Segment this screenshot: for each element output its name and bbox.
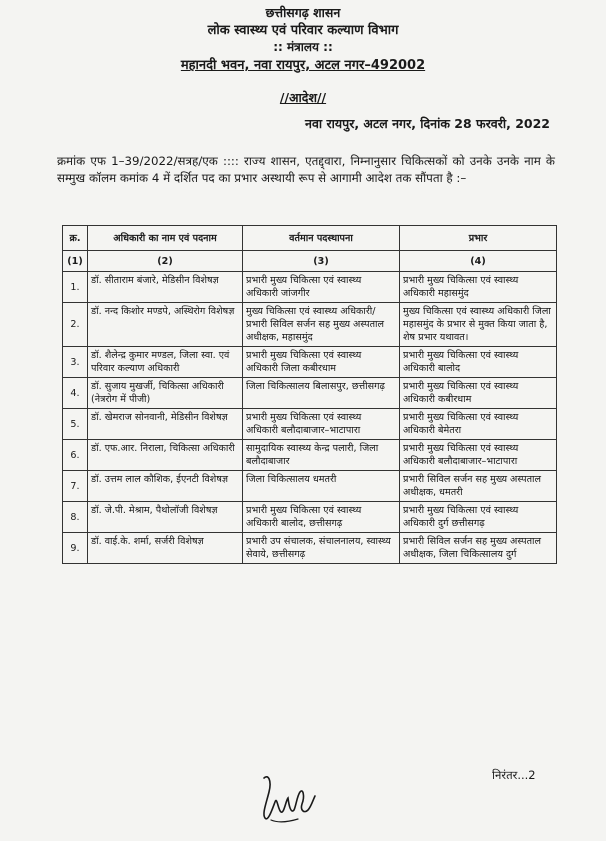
row-officer-name: डॉ. एफ.आर. निराला, चिकित्सा अधिकारी xyxy=(88,440,243,471)
row-officer-name: डॉ. खेमराज सोनवानी, मेडिसीन विशेषज्ञ xyxy=(88,409,243,440)
govt-title: छत्तीसगढ़ शासन xyxy=(265,5,341,20)
row-current-posting: सामुदायिक स्वास्थ्य केन्द्र पलारी, जिला बलौदाबाजार xyxy=(243,440,400,471)
row-officer-name: डॉ. सुजाय मुखर्जी, चिकित्सा अधिकारी (नेत्ररोग में पीजी) xyxy=(88,378,243,409)
col-number-1: (1) xyxy=(63,251,88,272)
row-current-posting: जिला चिकित्सालय बिलासपुर, छत्तीसगढ़ xyxy=(243,378,400,409)
col-number-2: (2) xyxy=(88,251,243,272)
row-sno: 6. xyxy=(63,440,88,471)
header-posting: वर्तमान पदस्थापना xyxy=(243,226,400,251)
row-charge: प्रभारी मुख्य चिकित्सा एवं स्वास्थ्य अधिकारी बेमेतरा xyxy=(400,409,557,440)
row-sno: 8. xyxy=(63,502,88,533)
row-sno: 1. xyxy=(63,272,88,303)
row-charge: प्रभारी मुख्य चिकित्सा एवं स्वास्थ्य अधिकारी दुर्ग छत्तीसगढ़ xyxy=(400,502,557,533)
col-number-4: (4) xyxy=(400,251,557,272)
table-header-row xyxy=(63,226,557,251)
column-number-row xyxy=(63,251,557,272)
office-address xyxy=(0,55,606,73)
table-row xyxy=(63,440,557,471)
row-officer-name: डॉ. नन्द किशोर मण्डपे, अस्थिरोग विशेषज्ञ xyxy=(88,303,243,347)
department-title: लोक स्वास्थ्य एवं परिवार कल्याण विभाग xyxy=(207,23,399,38)
row-officer-name: डॉ. जे.पी. मेश्राम, पैथोलॉजी विशेषज्ञ xyxy=(88,502,243,533)
intro-paragraph: क्रमांक एफ 1–39/2022/सत्रह/एक :::: राज्य शासन, एतद्द्वारा, निम्नानुसार चिकित्सकों को उनके उनके नाम के सम्मुख कॉलम कमांक 4 में दर्शित पद का प्रभार अस्थायी रूप से आगामी आदेश तक सौंपता है :– xyxy=(57,154,555,185)
row-officer-name: डॉ. सीताराम बंजारे, मेडिसीन विशेषज्ञ xyxy=(88,272,243,303)
dateline: नवा रायपुर, अटल नगर, दिनांक 28 फरवरी, 2022 xyxy=(305,116,550,131)
row-sno: 4. xyxy=(63,378,88,409)
office-address-text: महानदी भवन, नवा रायपुर, अटल नगर–492002 xyxy=(180,58,426,73)
row-charge: मुख्य चिकित्सा एवं स्वास्थ्य अधिकारी जिला महासमुंद के प्रभार से मुक्त किया जाता है, शेष प्रभार यथावत। xyxy=(400,303,557,347)
row-current-posting: जिला चिकित्सालय धमतरी xyxy=(243,471,400,502)
row-charge: प्रभारी मुख्य चिकित्सा एवं स्वास्थ्य अधिकारी महासमुंद xyxy=(400,272,557,303)
table-row xyxy=(63,347,557,378)
row-sno: 5. xyxy=(63,409,88,440)
header-sno: क्र. xyxy=(63,226,88,251)
order-heading xyxy=(0,89,606,106)
row-charge: प्रभारी सिविल सर्जन सह मुख्य अस्पताल अधीक्षक, धमतरी xyxy=(400,471,557,502)
header-charge: प्रभार xyxy=(400,226,557,251)
table-row xyxy=(63,471,557,502)
row-officer-name: डॉ. वाई.के. शर्मा, सर्जरी विशेषज्ञ xyxy=(88,533,243,564)
row-officer-name: डॉ. उत्तम लाल कौशिक, ईएनटी विशेषज्ञ xyxy=(88,471,243,502)
ministry-title: :: मंत्रालय :: xyxy=(273,40,333,54)
row-current-posting: प्रभारी उप संचालक, संचालनालय, स्वास्थ्य सेवाये, छत्तीसगढ़ xyxy=(243,533,400,564)
table-row xyxy=(63,502,557,533)
col-number-3: (3) xyxy=(243,251,400,272)
row-sno: 9. xyxy=(63,533,88,564)
row-current-posting: प्रभारी मुख्य चिकित्सा एवं स्वास्थ्य अधिकारी बालोद, छत्तीसगढ़ xyxy=(243,502,400,533)
header-name: अधिकारी का नाम एवं पदनाम xyxy=(88,226,243,251)
row-sno: 2. xyxy=(63,303,88,347)
signature-icon xyxy=(258,770,320,825)
row-officer-name: डॉ. शैलेन्द्र कुमार मण्डल, जिला स्वा. एवं परिवार कल्याण अधिकारी xyxy=(88,347,243,378)
posting-table xyxy=(62,225,557,564)
row-current-posting: प्रभारी मुख्य चिकित्सा एवं स्वास्थ्य अधिकारी जांजगीर xyxy=(243,272,400,303)
row-current-posting: मुख्य चिकित्सा एवं स्वास्थ्य अधिकारी/प्रभारी सिविल सर्जन सह मुख्य अस्पताल अधीक्षक, महासमुंद xyxy=(243,303,400,347)
row-charge: प्रभारी सिविल सर्जन सह मुख्य अस्पताल अधीक्षक, जिला चिकित्सालय दुर्ग xyxy=(400,533,557,564)
row-sno: 3. xyxy=(63,347,88,378)
row-charge: प्रभारी मुख्य चिकित्सा एवं स्वास्थ्य अधिकारी बलौदाबाजार–भाटापारा xyxy=(400,440,557,471)
row-current-posting: प्रभारी मुख्य चिकित्सा एवं स्वास्थ्य अधिकारी बलौदाबाजार–भाटापारा xyxy=(243,409,400,440)
row-current-posting: प्रभारी मुख्य चिकित्सा एवं स्वास्थ्य अधिकारी जिला कबीरधाम xyxy=(243,347,400,378)
continued-note: निरंतर...2 xyxy=(492,768,536,782)
table-row xyxy=(63,272,557,303)
row-charge: प्रभारी मुख्य चिकित्सा एवं स्वास्थ्य अधिकारी कबीरधाम xyxy=(400,378,557,409)
row-charge: प्रभारी मुख्य चिकित्सा एवं स्वास्थ्य अधिकारी बालोद xyxy=(400,347,557,378)
table-row xyxy=(63,409,557,440)
table-row xyxy=(63,378,557,409)
table-row xyxy=(63,303,557,347)
order-heading-text: //आदेश// xyxy=(279,90,327,105)
row-sno: 7. xyxy=(63,471,88,502)
table-row xyxy=(63,533,557,564)
